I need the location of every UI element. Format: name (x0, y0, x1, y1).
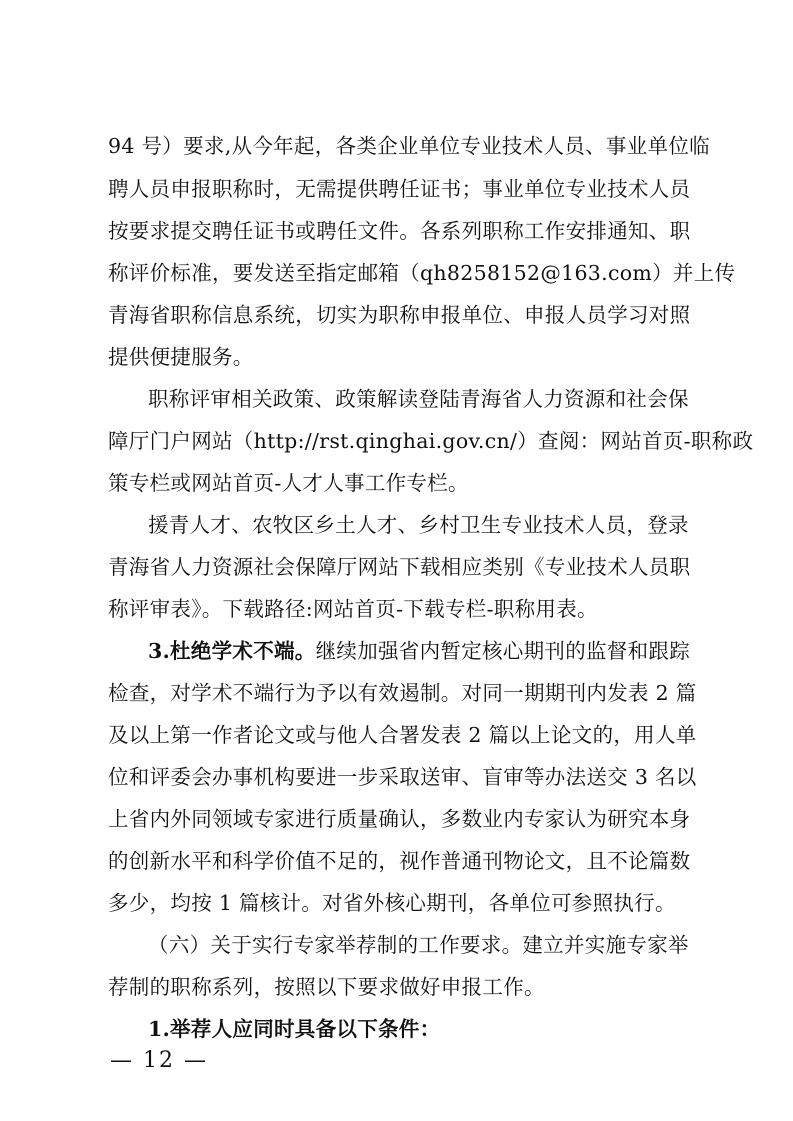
paragraph-1-line-3: 按要求提交聘任证书或聘任文件。各系列职称工作安排通知、职 (108, 219, 691, 243)
section-lead-academic-misconduct: 3.杜绝学术不端。 (148, 639, 316, 663)
paragraph-1-line-1: 94 号）要求,从今年起，各类企业单位专业技术人员、事业单位临 (108, 134, 710, 158)
paragraph-3-line-1: 援青人才、农牧区乡土人才、乡村卫生专业技术人员，登录 (148, 513, 689, 537)
page-number: — 12 — (110, 1048, 208, 1073)
paragraph-4-line-4: 位和评委会办事机构要进一步采取送审、盲审等办法送交 3 名以 (108, 765, 697, 789)
paragraph-2-line-3: 策专栏或网站首页-人才人事工作专栏。 (108, 471, 469, 495)
paragraph-4-line-2: 检查，对学术不端行为予以有效遏制。对同一期期刊内发表 2 篇 (108, 681, 697, 705)
paragraph-1-line-4: 称评价标准，要发送至指定邮箱（qh8258152@163.com）并上传 (108, 261, 736, 285)
paragraph-4-line-1 (148, 636, 691, 666)
heading-recommender-conditions: 1.举荐人应同时具备以下条件： (148, 1017, 441, 1041)
paragraph-4-line-3: 及以上第一作者论文或与他人合署发表 2 篇以上论文的，用人单 (108, 723, 697, 747)
paragraph-1-line-2: 聘人员申报职称时，无需提供聘任证书；事业单位专业技术人员 (108, 177, 691, 201)
paragraph-1-line-5: 青海省职称信息系统，切实为职称申报单位、申报人员学习对照 (108, 303, 691, 327)
paragraph-4-line-1-rest: 继续加强省内暂定核心期刊的监督和跟踪 (315, 639, 691, 663)
paragraph-5-line-1: （六）关于实行专家举荐制的工作要求。建立并实施专家举 (148, 933, 689, 957)
paragraph-4-line-5: 上省内外同领域专家进行质量确认，多数业内专家认为研究本身 (108, 807, 691, 831)
paragraph-4-line-6: 的创新水平和科学价值不足的，视作普通刊物论文，且不论篇数 (108, 849, 691, 873)
paragraph-3-line-3: 称评审表》。下载路径:网站首页-下载专栏-职称用表。 (108, 597, 598, 621)
paragraph-5-line-2: 荐制的职称系列，按照以下要求做好申报工作。 (108, 975, 545, 999)
paragraph-4-line-7: 多少，均按 1 篇核计。对省外核心期刊，各单位可参照执行。 (108, 891, 676, 915)
paragraph-2-line-1: 职称评审相关政策、政策解读登陆青海省人力资源和社会保 (148, 387, 689, 411)
paragraph-1-line-6: 提供便捷服务。 (108, 345, 254, 369)
paragraph-2-line-2: 障厅门户网站（http://rst.qinghai.gov.cn/）查阅：网站首页-职称政 (108, 429, 754, 453)
paragraph-3-line-2: 青海省人力资源社会保障厅网站下载相应类别《专业技术人员职 (108, 555, 691, 579)
